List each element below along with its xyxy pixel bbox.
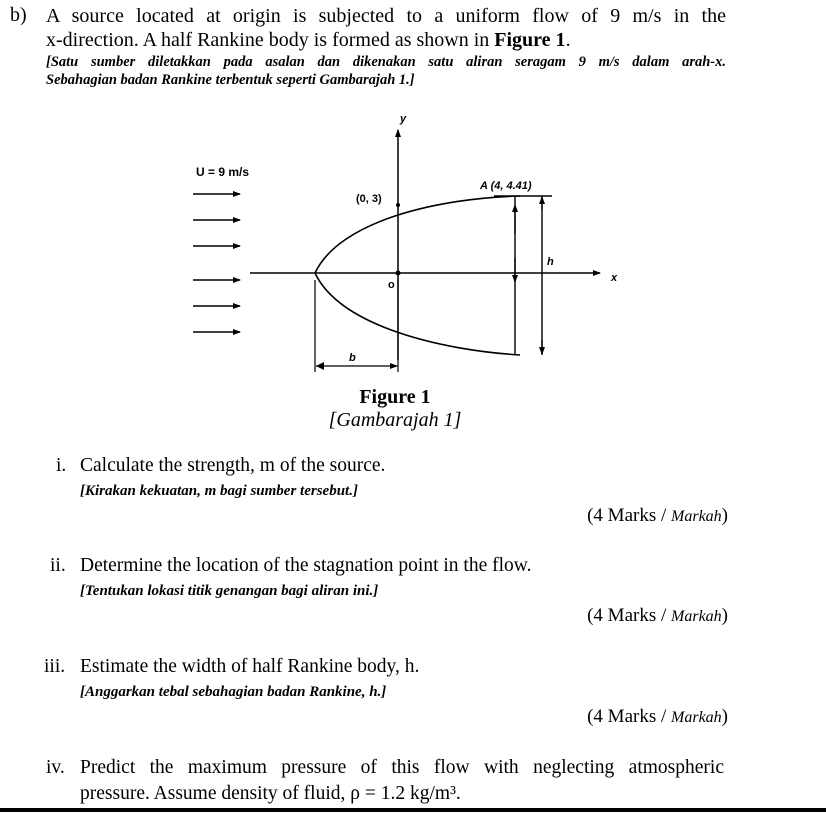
rankine-body-figure	[0, 100, 826, 390]
question-2-marks	[587, 605, 728, 627]
question-4-number: iv.	[46, 757, 65, 778]
part-label: b)	[10, 4, 27, 26]
bottom-rule	[0, 808, 826, 812]
velocity-label: U = 9 m/s	[196, 165, 250, 179]
question-2-number: ii.	[50, 555, 66, 576]
problem-statement-line1: A source located at origin is subjected to a uniform flow of 9 m/s in the	[46, 5, 726, 27]
question-3-text: Estimate the width of half Rankine body, h.	[80, 656, 420, 677]
marks-label: (4 Marks /	[587, 706, 672, 727]
problem-statement-line2	[46, 28, 571, 52]
uniform-flow-arrows	[193, 194, 240, 332]
malay-statement-line1: [Satu sumber diletakkan pada asalan dan dikenakan satu aliran seragam 9 m/s dalam arah-x.	[46, 54, 726, 70]
marks-malay: Markah	[671, 608, 722, 625]
question-2-text: Determine the location of the stagnation point in the flow.	[80, 555, 532, 576]
question-1-text: Calculate the strength, m of the source.	[80, 455, 386, 476]
line2-suffix: .	[565, 29, 571, 51]
point-label: (0, 3)	[356, 193, 382, 205]
question-3-number: iii.	[44, 656, 66, 677]
figure-caption	[300, 386, 490, 432]
question-3-marks	[587, 706, 728, 728]
marks-close: )	[721, 605, 728, 626]
figure-reference: Figure 1	[494, 29, 566, 51]
rankine-body-outline	[315, 196, 520, 355]
marks-malay: Markah	[671, 508, 722, 525]
line2-prefix: x-direction. A half Rankine body is formed as shown in	[46, 29, 495, 51]
question-3-malay: [Anggarkan tebal sebahagian badan Rankine, h.]	[80, 684, 387, 700]
x-axis-label: x	[611, 272, 618, 284]
point-0-3-marker	[396, 203, 400, 207]
point-a-label: A (4, 4.41)	[480, 180, 532, 192]
figure-caption-malay: [Gambarajah 1]	[328, 409, 462, 431]
b-label: b	[349, 352, 356, 364]
y-axis-label: y	[400, 113, 407, 125]
malay-statement-line2: Sebahagian badan Rankine terbentuk seperti Gambarajah 1.]	[46, 72, 415, 88]
marks-malay: Markah	[671, 709, 722, 726]
origin-label: o	[388, 279, 395, 291]
marks-label: (4 Marks /	[587, 505, 672, 526]
marks-close: )	[721, 706, 728, 727]
question-1-number: i.	[56, 455, 67, 476]
question-2-malay: [Tentukan lokasi titik genangan bagi aliran ini.]	[80, 583, 379, 599]
h-label: h	[547, 256, 554, 268]
question-1-malay: [Kirakan kekuatan, m bagi sumber tersebut.]	[80, 483, 358, 499]
origin-marker	[396, 271, 401, 276]
marks-label: (4 Marks /	[587, 605, 672, 626]
figure-caption-title: Figure 1	[359, 386, 431, 408]
question-1-marks	[587, 505, 728, 527]
question-4-text: Predict the maximum pressure of this flow with neglecting atmospheric	[80, 757, 724, 778]
marks-close: )	[721, 505, 728, 526]
question-4-text-line2: pressure. Assume density of fluid, ρ = 1.2 kg/m³.	[80, 783, 461, 804]
